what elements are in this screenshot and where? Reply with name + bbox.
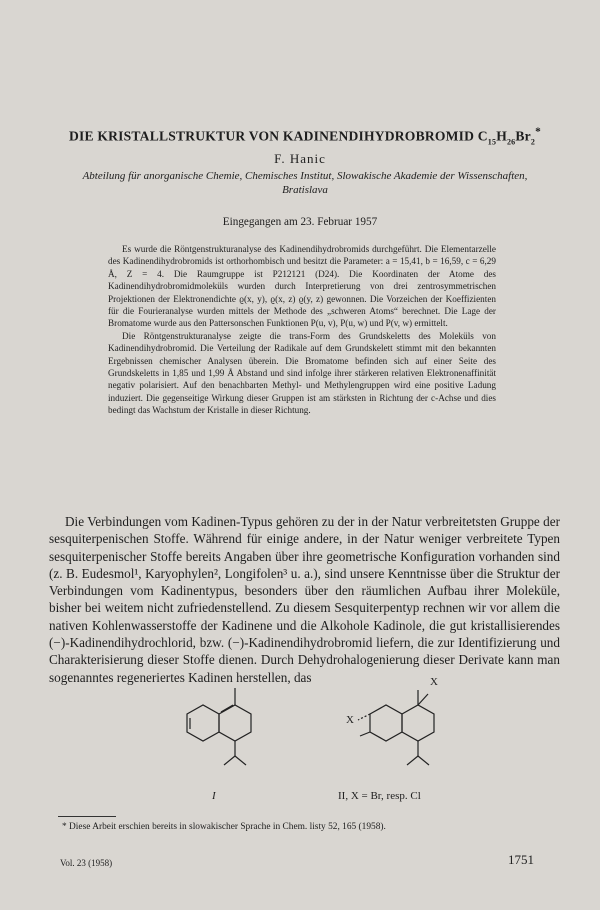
affiliation-line-1: Abteilung für anorganische Chemie, Chemisches Institut, Slowakische Akademie der Wissenschaften, [82,170,528,182]
title-footnote-mark: * [535,126,541,138]
title-br: Br [515,128,531,144]
title-sub-2: 2 [530,137,536,147]
author-name: F. Hanic [274,151,326,166]
atom-x-left: X [346,714,354,726]
figure-label-2: II, X = Br, resp. Cl [338,790,421,802]
affiliation [50,169,560,197]
structure-figures [0,672,600,812]
structure-I-drawing [0,672,600,812]
body-paragraph-1: Die Verbindungen vom Kadinen-Typus gehören zu der in der Natur verbreitetsten Gruppe der sesquiterpenischen Stoffe. Während für einige andere, in der Natur weniger verbreitete Typen sesquiterpenischer Stoffe bereits Angaben über ihre geometrische Konfiguration vorhanden sind (z. B. Eudesmol¹, Karyophylen², Longifolen³ u. a.), sind unsere Kenntnisse über die Struktur der Verbindungen vom Kadinentypus, besonders über den räumlichen Aufbau ihrer Moleküle, bisher bei weitem nicht zufriedenstellend. Zu diesem Sesquiterpentyp rechnen wir vor allem die nativen Kohlenwasserstoffe der Kadinene und die Alkohole Kadinole, die gut kristallisierendes (−)-Kadinendihydrochlorid, bzw. (−)-Kadinendihydrobromid liefern, die zur Identifizierung und Charakterisierung dieser Stoffe dienen. Durch Dehydrohalogenierung dieser Derivate kann man sogenanntes regeneriertes Kadinen herstellen, das [49,514,560,685]
figure-label-1: I [212,790,216,802]
article-title [40,126,570,146]
abstract-paragraph-1: Es wurde die Röntgenstrukturanalyse des Kadinendihydrobromids durchgeführt. Die Elementarzelle des Kadinendihydrobromids ist orthorhombisch und besitzt die Parameter: a = 15,41, b = 16,59, c = 6,29 Å, Z = 4. Die Raumgruppe ist P212121 (D24). Die Koordinaten der Atome des Kadinendihydrobromidmoleküls wurden durch Interpretierung von drei zentrosymmetrischen Projektionen der Elektronendichte ϱ(x, y), ϱ(x, z) ϱ(y, z) gewonnen. Die Vorzeichen der Koeffizienten für die Fourieranalyse wurden mittels der Methode des „schweren Atoms“ berechnet. Die Lage der Bromatome wurde aus den Pattersonschen Funktionen P(u, v), P(u, w) und P(v, w) ermittelt. [108,244,496,329]
abstract-paragraph-2: Die Röntgenstrukturanalyse zeigte die trans-Form des Grundskeletts des Moleküls von Kadinendihydrobromid. Die Verteilung der Radikale auf dem Grundskelett stimmt mit den bekannten Ergebnissen chemischer Analysen überein. Die Bromatome befinden sich auf einer Seite des Grundskeletts in 1,85 und 1,99 Å Abstand und sind infolge ihrer stärkeren relativen Elektronenaffinität negativ polarisiert. Auf den benachbarten Methyl- und Methylengruppen wird eine positive Ladung induziert. Die gegenseitige Wirkung dieser Gruppen ist am stärksten in Richtung der c-Achse und dies bedingt das Wachstum der Kristalle in dieser Richtung. [108,330,496,416]
abstract [108,243,496,417]
volume-info: Vol. 23 (1958) [60,858,113,868]
footnote: * Diese Arbeit erschien bereits in slowakischer Sprache in Chem. listy 52, 165 (1958). [62,822,386,832]
title-sub-15: 15 [487,137,497,147]
received-date: Eingegangen am 23. Februar 1957 [222,216,378,228]
atom-x-top: X [430,676,438,688]
title-h: H [496,128,507,144]
title-sub-26: 26 [506,137,516,147]
affiliation-line-2: Bratislava [282,184,328,196]
body-text [49,513,560,686]
footnote-rule [58,816,116,817]
title-text: DIE KRISTALLSTRUKTUR VON KADINENDIHYDROBROMID C [69,128,488,144]
page-number: 1751 [508,852,534,867]
